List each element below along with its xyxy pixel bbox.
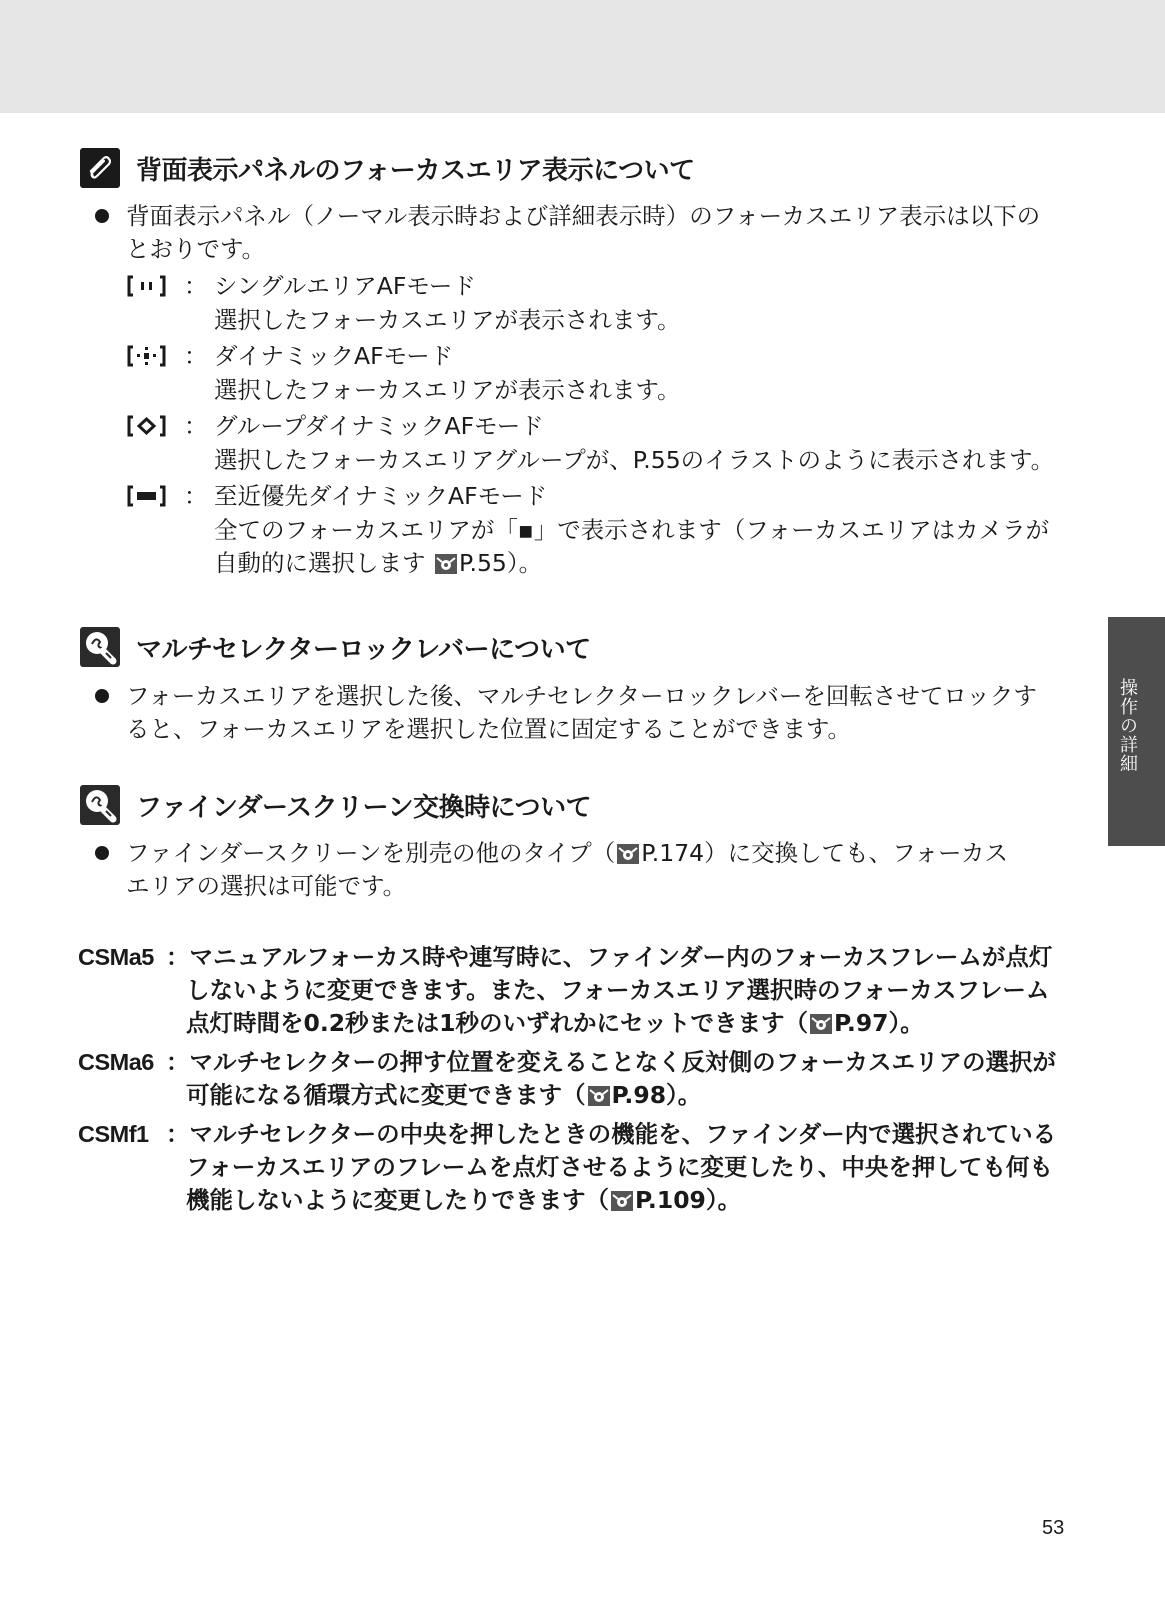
csm-text: ：マルチセレクターの中央を押したときの機能を、ファインダー内で選択されている フォーカスエリアのフレームを点灯させるように変更したり、中央を押しても何も 機能しないように変更したりできます（ P.109）。 (166, 1120, 1057, 1214)
mode-item (126, 410, 1096, 476)
section-paragraph (95, 837, 1090, 903)
mode-colon: ： (184, 412, 208, 440)
pencil-note-icon (80, 148, 120, 188)
tip-lightbulb-icon (80, 627, 120, 667)
mode-description: 選択したフォーカスエリアグループが、P.55のイラストのように表示されます。 (214, 446, 1055, 474)
section-paragraph (95, 680, 1090, 746)
section-title: ファインダースクリーン交換時について (136, 792, 592, 823)
mode-colon: ： (184, 272, 208, 300)
mode-name: グループダイナミックAFモード (214, 412, 544, 440)
page-reference[interactable]: P.55 (458, 549, 507, 577)
page-reference-icon (617, 844, 639, 864)
csm-label: CSMf1 (78, 1121, 149, 1147)
bullet-icon (95, 209, 109, 223)
mode-name: シングルエリアAFモード (214, 272, 476, 300)
csm-text: ：マニュアルフォーカス時や連写時に、ファインダー内のフォーカスフレームが点灯 しないように変更できます。また、フォーカスエリア選択時のフォーカスフレーム 点灯時間を0.2秒または1秒のいずれかにセットできます（ P.97）。 (166, 943, 1053, 1037)
section-paragraph (95, 200, 1090, 266)
page-reference[interactable]: P.98 (611, 1081, 667, 1109)
csm-label: CSMa5 (78, 944, 154, 970)
header-band (0, 0, 1165, 113)
mode-name: 至近優先ダイナミックAFモード (214, 482, 548, 510)
mode-description: 全てのフォーカスエリアが「▪」で表示されます（フォーカスエリアはカメラが 自動的に選択します P.55）。 (214, 516, 1050, 577)
csm-text: ：マルチセレクターの押す位置を変えることなく反対側のフォーカスエリアの選択が 可能になる循環方式に変更できます（ P.98）。 (166, 1048, 1056, 1109)
mode-description: 選択したフォーカスエリアが表示されます。 (214, 376, 681, 404)
bullet-icon (95, 689, 109, 703)
section-heading-lock-lever (80, 627, 591, 667)
mode-colon: ： (184, 342, 208, 370)
paragraph-text: 背面表示パネル（ノーマル表示時および詳細表示時）のフォーカスエリア表示は以下の とおりです。 (126, 202, 1041, 263)
mode-item (126, 340, 1096, 406)
mode-item (126, 270, 1096, 336)
paragraph-text: ファインダースクリーンを別売の他のタイプ（ P.174）に交換しても、フォーカス エリアの選択は可能です。 (126, 839, 1008, 900)
page-reference[interactable]: P.174 (641, 839, 705, 867)
paragraph-text: フォーカスエリアを選択した後、マルチセレクターロックレバーを回転させてロックす ると、フォーカスエリアを選択した位置に固定することができます。 (126, 682, 1037, 743)
page-reference-icon (810, 1014, 832, 1034)
page-number: 53 (1042, 1517, 1065, 1539)
closest-subject-af-icon (126, 485, 167, 507)
mode-colon: ： (184, 482, 208, 510)
section-title: 背面表示パネルのフォーカスエリア表示について (136, 155, 695, 186)
page-reference-icon (435, 554, 457, 574)
section-heading-panel-display (80, 148, 695, 188)
section-heading-finder-screen (80, 785, 591, 825)
tip-lightbulb-icon (80, 785, 120, 825)
mode-name: ダイナミックAFモード (214, 342, 454, 370)
page-reference-icon (611, 1191, 633, 1211)
page-reference[interactable]: P.97 (833, 1009, 889, 1037)
csm-label: CSMa6 (78, 1049, 154, 1075)
bullet-icon (95, 846, 109, 860)
mode-description: 選択したフォーカスエリアが表示されます。 (214, 306, 681, 334)
chapter-side-tab-label: 操作の詳細 (1117, 678, 1138, 773)
single-area-af-icon (126, 275, 167, 297)
group-dynamic-af-icon (126, 415, 167, 437)
section-title: マルチセレクターロックレバーについて (136, 634, 591, 665)
page-reference[interactable]: P.109 (635, 1186, 706, 1214)
mode-item (126, 480, 1096, 580)
page-reference-icon (588, 1086, 610, 1106)
dynamic-af-icon (126, 345, 167, 367)
